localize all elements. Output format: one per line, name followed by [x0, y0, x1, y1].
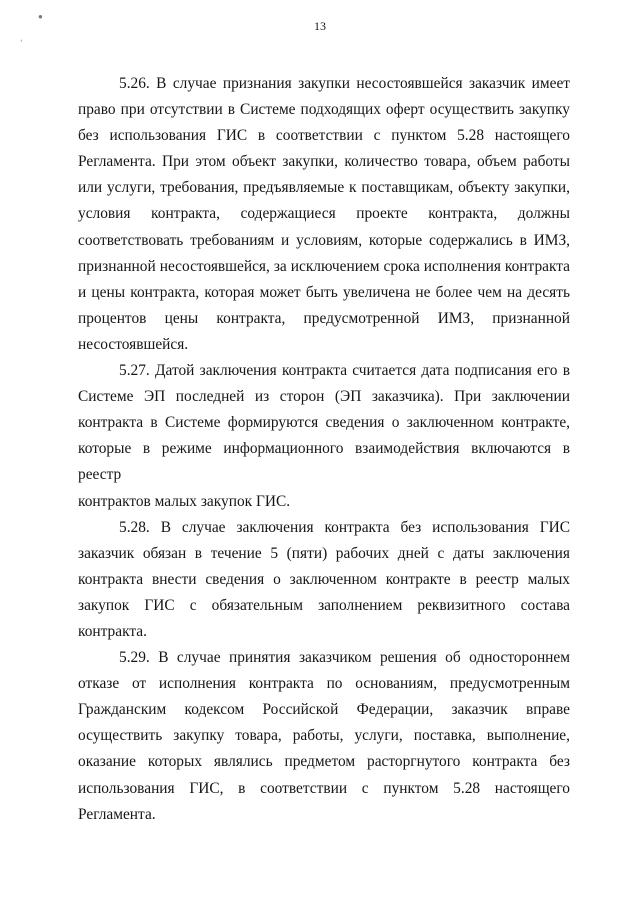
paragraph-5-27	[78, 358, 570, 515]
text-line: признанной несостоявшейся, за исключением срока исполнения контракта	[78, 257, 570, 275]
text-line: оказание которых являлись предметом расторгнутого контракта без	[78, 753, 570, 771]
text-line: контракта в Системе формируются сведения о заключенном контракте,	[78, 414, 570, 432]
text-line: процентов цены контракта, предусмотренной ИМЗ, признанной	[78, 309, 570, 327]
text-line-last: несостоявшейся.	[78, 335, 189, 353]
paragraph-5-28	[78, 515, 570, 645]
text-line: 5.28. В случае заключения контракта без использования ГИС	[119, 518, 570, 536]
text-line: или услуги, требования, предъявляемые к поставщикам, объекту закупки,	[78, 179, 570, 197]
text-line: Гражданским кодексом Российской Федерации, заказчик вправе	[78, 701, 570, 719]
text-line: закупок ГИС с обязательным заполнением реквизитного состава	[78, 596, 570, 614]
text-line: использования ГИС, в соответствии с пунктом 5.28 настоящего	[78, 779, 570, 797]
scan-tick-mark: ‘	[20, 38, 23, 47]
text-line: Регламента. При этом объект закупки, количество товара, объем работы	[78, 153, 570, 171]
text-line: Системе ЭП последней из сторон (ЭП заказчика). При заключении	[78, 388, 570, 406]
text-line: контракта внести сведения о заключенном контракте в реестр малых	[78, 570, 570, 588]
page-number: 13	[314, 19, 326, 33]
paragraph-5-26	[78, 71, 570, 358]
text-line: 5.26. В случае признания закупки несостоявшейся заказчик имеет	[119, 75, 570, 92]
text-line: без использования ГИС в соответствии с пунктом 5.28 настоящего	[78, 127, 570, 145]
paragraph-5-29	[78, 645, 570, 828]
text-line-last: контрактов малых закупок ГИС.	[78, 492, 291, 510]
text-line: отказе от исполнения контракта по основаниям, предусмотренным	[78, 675, 570, 693]
text-line-last: Регламента.	[78, 805, 156, 823]
text-line: которые в режиме информационного взаимодействия включаются в реестр	[78, 440, 570, 484]
document-body	[78, 71, 570, 828]
text-line-last: контракта.	[78, 622, 147, 640]
text-line: соответствовать требованиям и условиям, которые содержались в ИМЗ,	[78, 231, 570, 249]
text-line: 5.27. Датой заключения контракта считается дата подписания его в	[119, 362, 570, 380]
text-line: право при отсутствии в Системе подходящих оферт осуществить закупку	[78, 101, 570, 119]
text-line: условия контракта, содержащиеся проекте контракта, должны	[78, 205, 570, 223]
text-line: и цены контракта, которая может быть увеличена не более чем на десять	[78, 283, 570, 301]
text-line: заказчик обязан в течение 5 (пяти) рабочих дней с даты заключения	[78, 544, 570, 562]
text-line: 5.29. В случае принятия заказчиком решения об одностороннем	[119, 649, 570, 667]
text-line: осуществить закупку товара, работы, услуги, поставка, выполнение,	[78, 727, 570, 745]
scan-dot-mark: ●	[38, 12, 43, 21]
